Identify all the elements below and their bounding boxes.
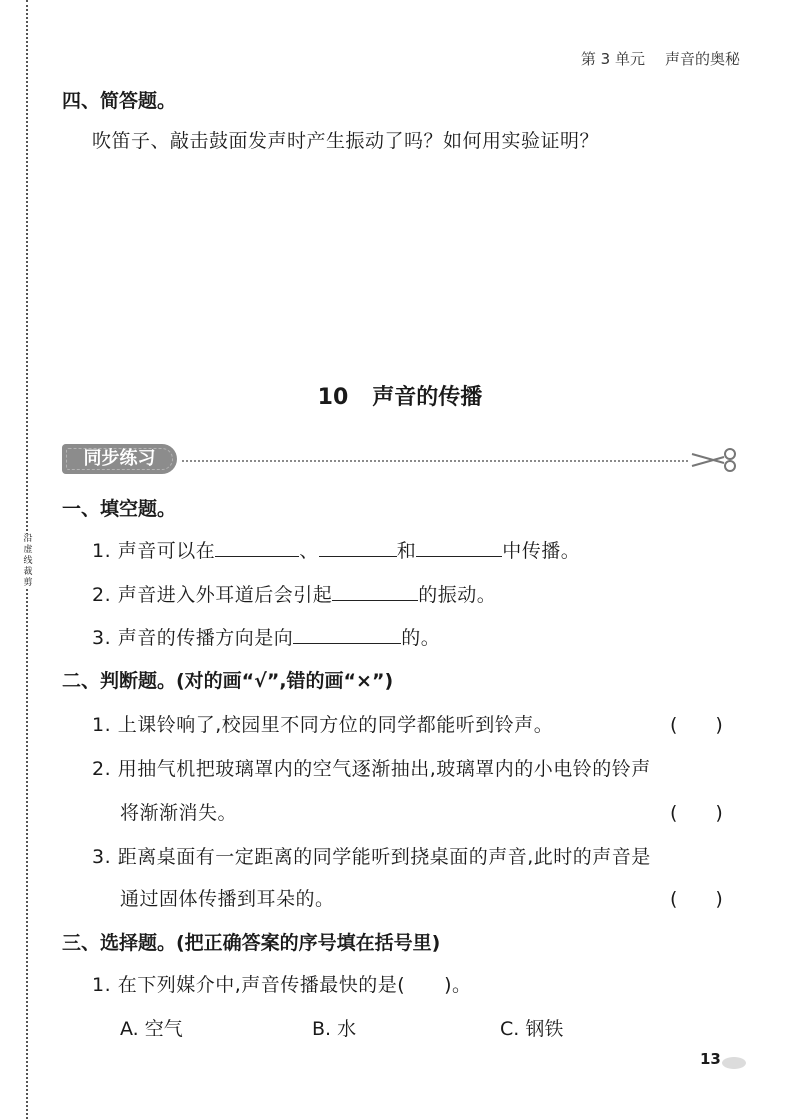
page-number: 13: [700, 1050, 721, 1068]
question-text: 用抽气机把玻璃罩内的空气逐渐抽出,玻璃罩内的小电铃的铃声: [117, 758, 651, 780]
scissors-icon: [690, 446, 740, 474]
short-answer-question: 吹笛子、敲击鼓面发声时产生振动了吗？如何用实验证明？: [92, 130, 600, 152]
unit-title: 声音的奥秘: [664, 50, 740, 68]
choice-option-c[interactable]: C. 钢铁: [500, 1018, 564, 1040]
section-choice-title: 三、选择题。(把正确答案的序号填在括号里): [62, 932, 441, 954]
judge-question-3: [92, 842, 651, 869]
question-text: 声音的传播方向是向: [117, 627, 294, 649]
question-number: 2.: [92, 758, 112, 780]
question-number: 1.: [92, 540, 112, 562]
fill-question-2: [92, 580, 496, 607]
choice-option-b[interactable]: B. 水: [312, 1018, 357, 1040]
answer-blank[interactable]: [416, 538, 502, 557]
section-short-answer-title: 四、简答题。: [62, 90, 177, 112]
lesson-name: 声音的传播: [372, 385, 483, 410]
answer-parentheses[interactable]: ( ): [670, 802, 723, 824]
dotted-divider: [182, 460, 688, 462]
question-number: 1.: [92, 714, 112, 736]
answer-blank[interactable]: [319, 538, 397, 557]
answer-blank[interactable]: [332, 582, 418, 601]
lesson-number: 10: [317, 385, 349, 410]
question-text: 上课铃响了,校园里不同方位的同学都能听到铃声。: [117, 714, 554, 736]
question-number: 3.: [92, 627, 112, 649]
question-text: 声音进入外耳道后会引起: [117, 584, 333, 606]
fill-question-3: [92, 623, 440, 650]
question-text: 距离桌面有一定距离的同学能听到挠桌面的声音,此时的声音是: [117, 846, 651, 868]
judge-question-3-cont: 通过固体传播到耳朵的。: [120, 888, 335, 910]
cut-guide-label: 沿虚线裁剪: [23, 534, 33, 588]
judge-question-2: [92, 754, 651, 781]
fill-question-1: [92, 536, 580, 563]
question-text: 和: [396, 540, 417, 562]
question-text: 中传播。: [502, 540, 581, 562]
question-text: 、: [299, 540, 319, 562]
practice-badge: 同步练习: [62, 444, 177, 474]
page-header: [581, 48, 740, 69]
lesson-title: [0, 380, 800, 411]
answer-parentheses[interactable]: ( ): [670, 888, 723, 910]
judge-question-1: [92, 710, 553, 737]
question-number: 2.: [92, 584, 112, 606]
section-fill-blank-title: 一、填空题。: [62, 498, 177, 520]
question-text: 声音可以在: [117, 540, 216, 562]
answer-parentheses[interactable]: ( ): [670, 714, 723, 736]
answer-blank[interactable]: [215, 538, 299, 557]
choice-option-a[interactable]: A. 空气: [120, 1018, 183, 1040]
question-number: 3.: [92, 846, 112, 868]
question-text: 的振动。: [418, 584, 497, 606]
question-text: 在下列媒介中,声音传播最快的是( )。: [117, 974, 472, 996]
answer-blank[interactable]: [293, 625, 401, 644]
judge-question-2-cont: 将渐渐消失。: [120, 802, 238, 824]
question-text: 的。: [401, 627, 441, 649]
section-judge-title: 二、判断题。(对的画“√”,错的画“×”): [62, 670, 394, 692]
choice-question-1: [92, 970, 472, 997]
unit-number: 第 3 单元: [580, 50, 645, 68]
question-number: 1.: [92, 974, 112, 996]
page-corner-decoration: [720, 1052, 746, 1070]
